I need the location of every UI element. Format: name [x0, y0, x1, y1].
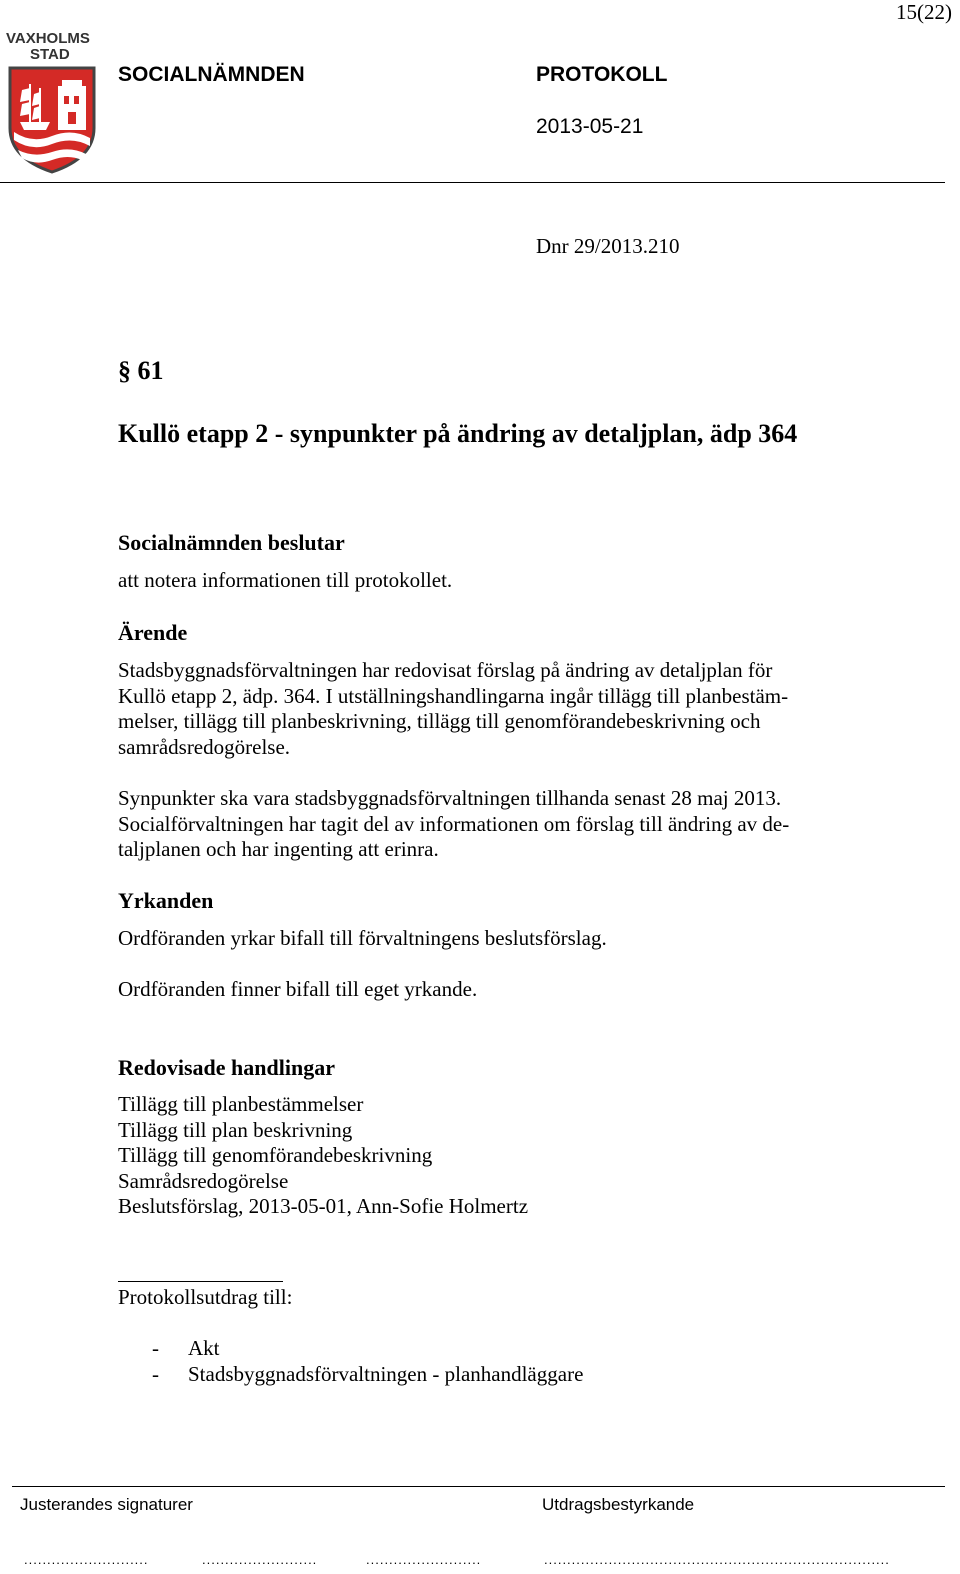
certification-label: Utdragsbestyrkande — [542, 1495, 695, 1514]
diary-number: Dnr 29/2013.210 — [536, 234, 680, 258]
arende-paragraph-2 — [118, 786, 789, 863]
document-type: PROTOKOLL — [536, 63, 668, 86]
list-item: Tillägg till genomförandebeskrivning — [118, 1143, 433, 1167]
list-item: Tillägg till planbestämmelser — [118, 1092, 364, 1116]
distribution-item: Akt — [188, 1336, 220, 1360]
yrkanden-line-1: Ordföranden yrkar bifall till förvaltningens beslutsförslag. — [118, 926, 607, 950]
logo-text-line1: VAXHOLMS — [6, 30, 90, 47]
list-item: Tillägg till plan beskrivning — [118, 1117, 353, 1142]
organization-name: SOCIALNÄMNDEN — [118, 63, 305, 86]
distribution-item: Stadsbyggnadsförvaltningen - planhandläggare — [188, 1362, 584, 1386]
distribution-label: Protokollsutdrag till: — [118, 1285, 293, 1309]
coat-of-arms-icon — [6, 66, 98, 176]
decision-text: att notera informationen till protokollet. — [118, 568, 453, 592]
municipality-logo — [4, 30, 100, 175]
text-line: samrådsredogörelse. — [118, 734, 291, 759]
handlingar-list — [118, 1092, 528, 1220]
list-bullet: - — [152, 1362, 159, 1386]
text-line: taljplanen och har ingenting att erinra. — [118, 837, 439, 861]
text-line: Socialförvaltningen har tagit del av informationen om förslag till ändring av de- — [118, 811, 790, 836]
text-line: melser, tillägg till planbeskrivning, tillägg till genomförandebeskrivning och — [118, 709, 761, 733]
decision-heading: Socialnämnden beslutar — [118, 530, 345, 555]
text-line: Stadsbyggnadsförvaltningen har redovisat förslag på ändring av detaljplan för — [118, 658, 773, 682]
signature-line-1: ........................... — [24, 1552, 149, 1567]
yrkanden-line-2: Ordföranden finner bifall till eget yrkande. — [118, 977, 478, 1001]
signature-line-2: ......................... — [202, 1552, 318, 1567]
text-line: Kullö etapp 2, ädp. 364. I utställningshandlingarna ingår tillägg till planbestäm- — [118, 683, 789, 708]
header-divider — [0, 182, 945, 183]
footer-divider — [12, 1486, 945, 1487]
list-item: Beslutsförslag, 2013-05-01, Ann-Sofie Holmertz — [118, 1194, 529, 1218]
page-number: 15(22) — [896, 0, 952, 24]
yrkanden-heading: Yrkanden — [118, 888, 214, 913]
signatures-label: Justerandes signaturer — [20, 1495, 193, 1514]
signature-line-3: ......................... — [366, 1552, 482, 1567]
paragraph-number: § 61 — [118, 356, 164, 385]
list-item: Samrådsredogörelse — [118, 1168, 289, 1193]
text-line: Synpunkter ska vara stadsbyggnadsförvaltningen tillhanda senast 28 maj 2013. — [118, 786, 782, 810]
page-title: Kullö etapp 2 - synpunkter på ändring av detaljplan, ädp 364 — [118, 419, 798, 448]
document-date: 2013-05-21 — [536, 115, 644, 138]
handlingar-heading: Redovisade handlingar — [118, 1055, 335, 1080]
logo-text-line2: STAD — [30, 46, 70, 63]
arende-heading: Ärende — [118, 620, 188, 645]
certification-line: ........................................................................... — [544, 1552, 890, 1567]
arende-paragraph-1 — [118, 658, 788, 760]
distribution-divider — [118, 1281, 283, 1282]
list-bullet: - — [152, 1336, 159, 1360]
